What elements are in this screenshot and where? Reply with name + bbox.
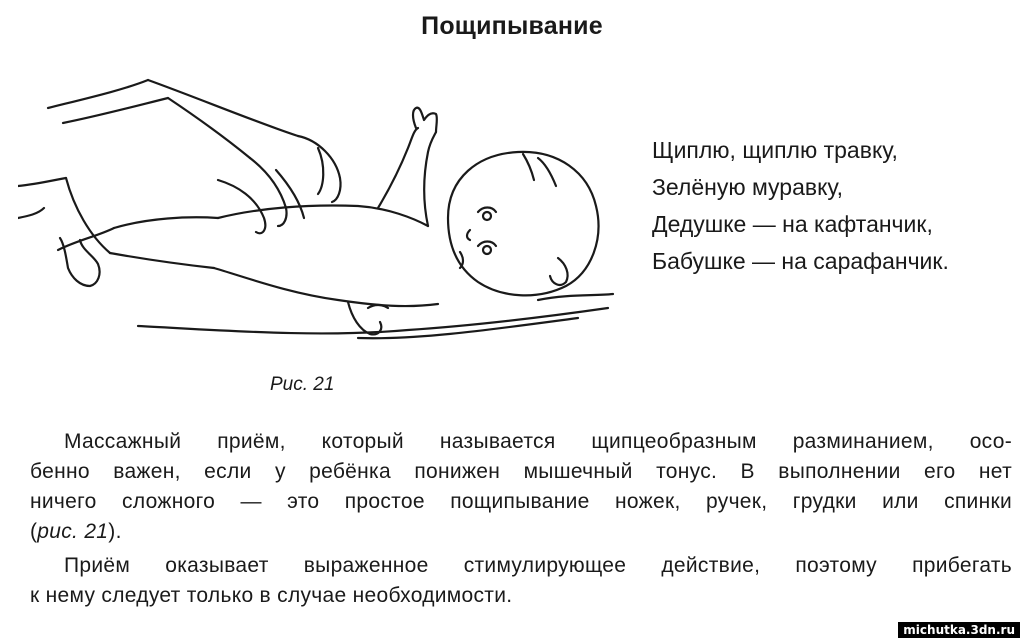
body-text	[30, 427, 1012, 611]
paragraph-line: ничего сложного — это простое пощипывание ножек, ручек, грудки или спинки	[30, 490, 1012, 513]
figure-reference-open: (	[30, 520, 38, 543]
page-title: Пощипывание	[421, 12, 603, 40]
poem-line: Бабушке — на сарафанчик.	[652, 248, 949, 274]
figure-reference-close: ).	[108, 520, 122, 543]
paragraph-line: Массажный приём, который называется щипцеобразным разминанием, осо-	[64, 430, 1012, 453]
paragraph-2	[30, 551, 1012, 611]
poem	[652, 132, 949, 280]
poem-line: Зелёную муравку,	[652, 174, 843, 200]
paragraph-line: Приём оказывает выраженное стимулирующее действие, поэтому прибегать	[64, 554, 1012, 577]
poem-line: Дедушке — на кафтанчик,	[652, 211, 933, 237]
baby-massage-illustration	[18, 68, 628, 368]
paragraph-line: к нему следует только в случае необходимости.	[30, 584, 513, 607]
poem-line: Щиплю, щиплю травку,	[652, 137, 898, 163]
figure-caption: Рис. 21	[270, 374, 335, 395]
paragraph-1	[30, 427, 1012, 547]
paragraph-line: бенно важен, если у ребёнка понижен мышечный тонус. В выполнении его нет	[30, 460, 1012, 483]
watermark: michutka.3dn.ru	[898, 622, 1020, 638]
figure-reference: рис. 21	[37, 520, 109, 543]
paragraph-line	[30, 517, 1012, 547]
